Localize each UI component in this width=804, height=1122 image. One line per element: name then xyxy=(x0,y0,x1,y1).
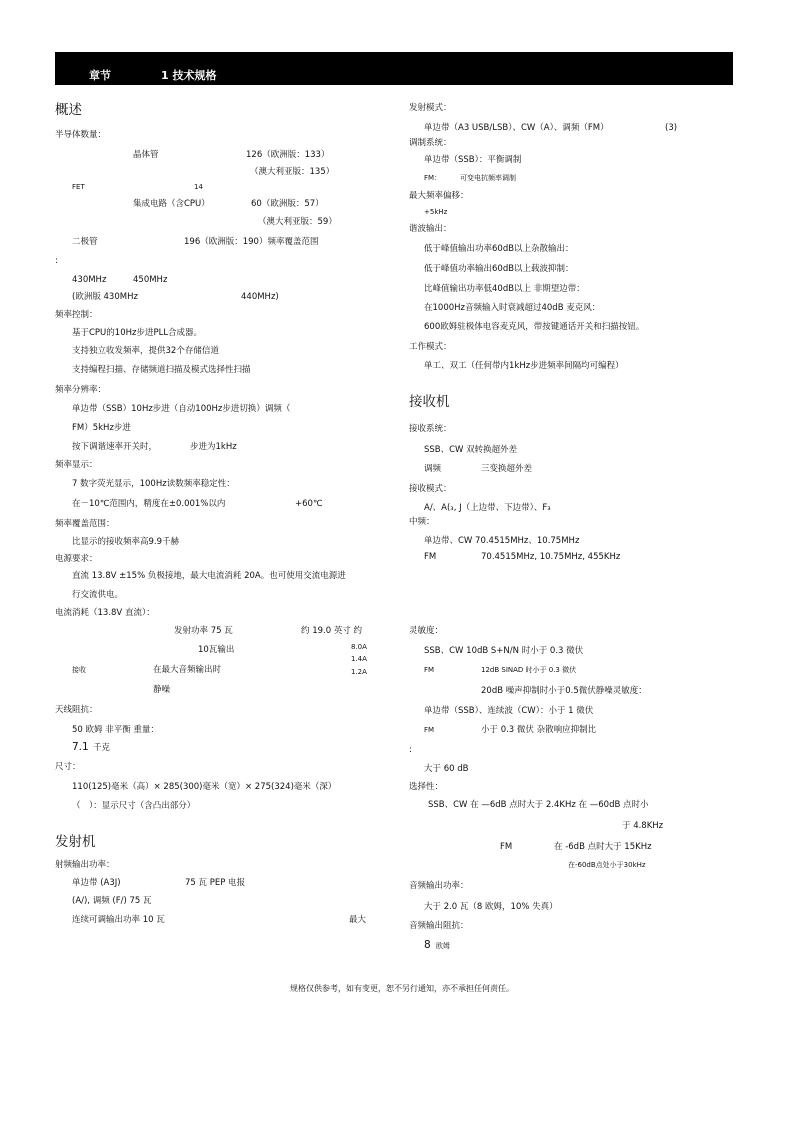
freq-control-label: 频率控制： xyxy=(55,310,98,320)
transistors-value: 126（欧洲版：133） xyxy=(246,150,330,160)
freq-control-3: 支持编程扫描、存储频道扫描及模式选择性扫描 xyxy=(72,365,251,375)
chapter-label: 章节 xyxy=(89,69,111,82)
spur-5: 600欧姆驻极体电容麦克风，带按键通话开关和扫描按钮。 xyxy=(424,322,645,332)
af-imp-unit: 欧姆 xyxy=(436,942,450,950)
emission-1: 单边带（A3 USB/LSB）、CW（A）、调频（FM） xyxy=(424,123,609,133)
rx-max: 在最大音频输出时 xyxy=(153,665,222,675)
sel-fm: FM xyxy=(500,842,513,852)
antenna-1: 50 欧姆 非平衡 重量： xyxy=(72,725,159,735)
weight-value: 7.1 xyxy=(72,741,89,753)
spur-2: 低于峰值功率输出60dB以上载波抑制： xyxy=(424,264,574,274)
amp-80: 8.0A xyxy=(351,643,367,651)
af-imp-val: 8 xyxy=(424,939,431,951)
freq-disp-1: 7 数字荧光显示，100Hz读数频率稳定性： xyxy=(72,479,235,489)
rx-sys-fm: 调频 xyxy=(424,464,442,474)
chapter-header-bar xyxy=(55,52,733,85)
diode-value: 196（欧洲版：190）频率覆盖范围 xyxy=(184,237,319,247)
rf-ssb-val: 75 瓦 PEP 电报 xyxy=(185,878,246,888)
rx-sys-fm-val: 三变换超外差 xyxy=(481,464,533,474)
mod-fm: FM： xyxy=(424,174,442,182)
spur-1: 低于峰值输出功率60dB以上杂散输出： xyxy=(424,244,574,254)
if-fm-val: 70.4515MHz, 10.75MHz, 455KHz xyxy=(481,552,621,562)
mod-fm-val: 可变电抗频率调制 xyxy=(460,174,516,182)
freq-range-a: 430MHz xyxy=(72,275,107,285)
coverage-1: 比显示的接收频率高9.9千赫 xyxy=(72,537,180,547)
ic-value: 60（欧洲版：57） xyxy=(251,199,324,209)
freq-res-label: 频率分辨率： xyxy=(55,385,107,395)
freq-range-eu-end: 440MHz) xyxy=(241,292,279,302)
rx-heading: 接收机 xyxy=(409,394,450,410)
fet-label: FET xyxy=(72,183,85,191)
freq-range-b: 450MHz xyxy=(133,275,168,285)
colon-left: : xyxy=(55,256,58,266)
fet-value: 14 xyxy=(194,183,203,191)
amp-12: 1.2A xyxy=(351,668,367,676)
sel-1: SSB、CW 在 —6dB 点时大于 2.4KHz 在 —60dB 点时小 xyxy=(428,800,649,810)
colon-right: : xyxy=(409,745,412,755)
if-label: 中频： xyxy=(409,517,435,527)
af-val: 大于 2.0 瓦（8 欧姆，10% 失真） xyxy=(424,902,558,912)
freq-disp-2b: +60℃ xyxy=(295,499,323,509)
size-1: 110(125)毫米（高）× 285(300)毫米（宽）× 275(324)毫米（深） xyxy=(72,782,337,792)
sens-fm-val: 12dB SINAD 时小于 0.3 微伏 xyxy=(481,666,577,674)
if-fm: FM xyxy=(424,552,437,562)
rx-mode-val: A/、A(₃, J（上边带、下边带）、F₃ xyxy=(424,503,551,513)
antenna-label: 天线阻抗： xyxy=(55,705,98,715)
tx-75: 发射功率 75 瓦 xyxy=(174,626,233,636)
rf-cont: 连续可调输出功率 10 瓦 xyxy=(72,915,165,925)
emission-1b: (3) xyxy=(665,123,678,133)
weight-unit: 千克 xyxy=(93,743,111,753)
spur-3: 比峰值输出功率低40dB以上 非期望边带： xyxy=(424,284,585,294)
sel-label: 选择性： xyxy=(409,782,444,792)
freq-res-1: 单边带（SSB）10Hz步进（自动100Hz步进切换）调频（ xyxy=(72,404,291,414)
sel-1b: 于 4.8KHz xyxy=(622,821,664,831)
power-req-2: 行交流供电。 xyxy=(72,590,124,600)
freq-res-2: FM）5kHz步进 xyxy=(72,423,131,433)
about-19: 约 19.0 英寸 约 xyxy=(301,626,363,636)
rx-mode-label: 接收模式： xyxy=(409,484,452,494)
rx-label: 接收 xyxy=(72,666,86,674)
squelch: 静噪 xyxy=(153,685,171,695)
freq-res-3: 按下调谐速率开关时， xyxy=(72,442,158,452)
sens-1: SSB、CW 10dB S+N/N 时小于 0.3 微伏 xyxy=(424,646,584,656)
transistors-au: （澳大利亚版：135） xyxy=(250,167,335,177)
sel-fm-1: 在 -6dB 点时大于 15KHz xyxy=(554,842,652,852)
dev-label: 最大频率偏移： xyxy=(409,191,469,201)
general-heading: 概述 xyxy=(55,102,82,118)
af-label: 音频输出功率： xyxy=(409,881,469,891)
size-label: 尺寸： xyxy=(55,762,81,772)
sel-fm-2: 在-60dB点处小于30kHz xyxy=(568,861,646,869)
spur-rej: 大于 60 dB xyxy=(424,764,469,774)
rf-am: (A/), 调频 (F/) 75 瓦 xyxy=(72,896,152,906)
sens-fm-2: 20dB 噪声抑制时小于0.5微伏静噪灵敏度： xyxy=(481,686,647,696)
spur-4: 在1000Hz音频输入时衰减超过40dB 麦克风： xyxy=(424,303,601,313)
sens-label: 灵敏度： xyxy=(409,626,444,636)
rx-sys-1: SSB、CW 双转换超外差 xyxy=(424,445,518,455)
sens-fm: FM xyxy=(424,666,435,674)
diode-label: 二极管 xyxy=(72,237,98,247)
freq-control-2: 支持独立收发频率，提供32个存储信道 xyxy=(72,346,219,356)
rf-ssb: 单边带 (A3J) xyxy=(72,878,121,888)
power-req-label: 电源要求： xyxy=(55,554,98,564)
current-label: 电流消耗（13.8V 直流）： xyxy=(55,608,155,618)
freq-res-3b: 步进为1kHz xyxy=(190,442,237,452)
dev-val: +5kHz xyxy=(424,208,448,216)
sq-fm: FM xyxy=(424,726,435,734)
sq-ssb: 单边带（SSB）、连续波（CW）：小于 1 微伏 xyxy=(424,706,594,716)
transistors-label: 晶体管 xyxy=(133,150,159,160)
ic-label: 集成电路（含CPU） xyxy=(133,199,210,209)
freq-range-eu: (欧洲版 430MHz xyxy=(72,292,138,302)
emission-label: 发射模式： xyxy=(409,103,452,113)
freq-disp-2: 在－10℃范围内，精度在±0.001%以内 xyxy=(72,499,226,509)
coverage-label: 频率覆盖范围： xyxy=(55,519,115,529)
tx-10: 10瓦输出 xyxy=(198,645,235,655)
mod-ssb: 单边带（SSB）：平衡调制 xyxy=(424,155,522,165)
rx-sys-label: 接收系统： xyxy=(409,424,452,434)
sq-fm-val: 小于 0.3 微伏 杂散响应抑制比 xyxy=(481,725,597,735)
ic-au: （澳大利亚版：59） xyxy=(258,217,337,227)
chapter-title: 1 技术规格 xyxy=(161,69,217,82)
freq-control-1: 基于CPU的10Hz步进PLL合成器。 xyxy=(72,328,203,338)
if-ssb: 单边带、CW 70.4515MHz、10.75MHz xyxy=(424,536,580,546)
amp-14: 1.4A xyxy=(351,655,367,663)
size-2: （ ）：显示尺寸（含凸出部分） xyxy=(72,801,196,811)
mod-label: 调制系统： xyxy=(409,138,452,148)
semiconductors-label: 半导体数量： xyxy=(55,130,107,140)
tx-heading: 发射机 xyxy=(55,834,96,850)
op-val: 单工、双工（任何带内1kHz步进频率间隔均可编程） xyxy=(424,361,624,371)
power-req-1: 直流 13.8V ±15% 负极接地，最大电流消耗 20A。也可使用交流电源进 xyxy=(72,571,346,581)
rf-out-label: 射频输出功率： xyxy=(55,860,115,870)
spur-label: 谐波输出： xyxy=(409,224,452,234)
rf-max: 最大 xyxy=(349,915,367,925)
af-imp-label: 音频输出阻抗： xyxy=(409,921,469,931)
op-label: 工作模式： xyxy=(409,342,452,352)
freq-disp-label: 频率显示： xyxy=(55,460,98,470)
footer-disclaimer: 规格仅供参考，如有变更，恕不另行通知，亦不承担任何责任。 xyxy=(290,984,514,993)
